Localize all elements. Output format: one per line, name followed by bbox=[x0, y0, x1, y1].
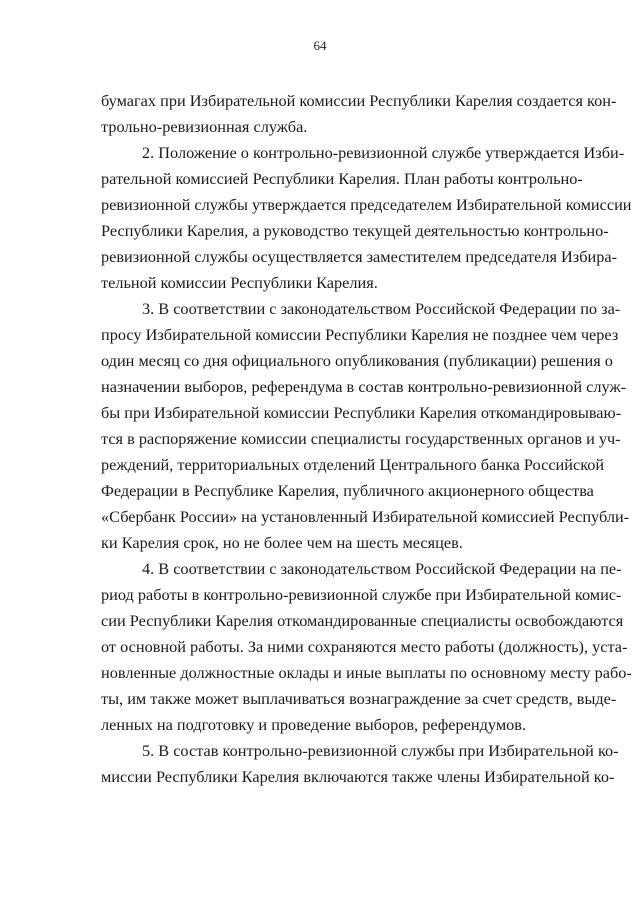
text-line: тельной комиссии Республики Карелия. bbox=[101, 273, 378, 292]
text-line: 5. В состав контрольно-ревизионной службы при Избирательной ко- bbox=[142, 741, 619, 760]
text-line: миссии Республики Карелия включаются также члены Избирательной ко- bbox=[101, 767, 615, 786]
text-line: «Сбербанк России» на установленный Избирательной комиссией Республи- bbox=[101, 507, 630, 526]
text-line: 4. В соответствии с законодательством Российской Федерации на пе- bbox=[142, 559, 622, 578]
text-line: тся в распоряжение комиссии специалисты государственных органов и уч- bbox=[101, 429, 621, 448]
text-line: ленных на подготовку и проведение выборов, референдумов. bbox=[101, 715, 527, 734]
text-line: просу Избирательной комиссии Республики Карелия не позднее чем через bbox=[101, 325, 619, 344]
text-line: риод работы в контрольно-ревизионной службе при Избирательной комис- bbox=[101, 585, 622, 604]
text-line: Республики Карелия, а руководство текущей деятельностью контрольно- bbox=[101, 221, 609, 240]
text-line: реждений, территориальных отделений Центрального банка Российской bbox=[101, 455, 605, 474]
text-line: трольно-ревизионная служба. bbox=[101, 117, 308, 136]
text-line: ки Карелия срок, но не более чем на шесть месяцев. bbox=[101, 533, 463, 552]
text-line: один месяц со дня официального опубликования (публикации) решения о bbox=[101, 351, 613, 370]
text-line: сии Республики Карелия откомандированные специалисты освобождаются bbox=[101, 611, 624, 630]
text-line: бумагах при Избирательной комиссии Республики Карелия создается кон- bbox=[101, 91, 617, 110]
text-line: ревизионной службы осуществляется заместителем председателя Избира- bbox=[101, 247, 618, 266]
text-line: 3. В соответствии с законодательством Российской Федерации по за- bbox=[142, 299, 621, 318]
text-line: ревизионной службы утверждается председателем Избирательной комиссии bbox=[101, 195, 632, 214]
body-text bbox=[101, 88, 632, 790]
page-number: 64 bbox=[313, 38, 327, 53]
text-line: ты, им также может выплачиваться вознаграждение за счет средств, выде- bbox=[101, 689, 617, 708]
text-line: назначении выборов, референдума в состав контрольно-ревизионной служ- bbox=[101, 377, 627, 396]
text-line: бы при Избирательной комиссии Республики Карелия откомандировываю- bbox=[101, 403, 622, 422]
text-line: Федерации в Республике Карелия, публичного акционерного общества bbox=[101, 481, 594, 500]
text-line: 2. Положение о контрольно-ревизионной службе утверждается Изби- bbox=[142, 143, 625, 162]
text-line: рательной комиссией Республики Карелия. План работы контрольно- bbox=[101, 169, 583, 188]
text-line: от основной работы. За ними сохраняются место работы (должность), уста- bbox=[101, 637, 628, 656]
text-line: новленные должностные оклады и иные выплаты по основному месту рабо- bbox=[101, 663, 632, 682]
